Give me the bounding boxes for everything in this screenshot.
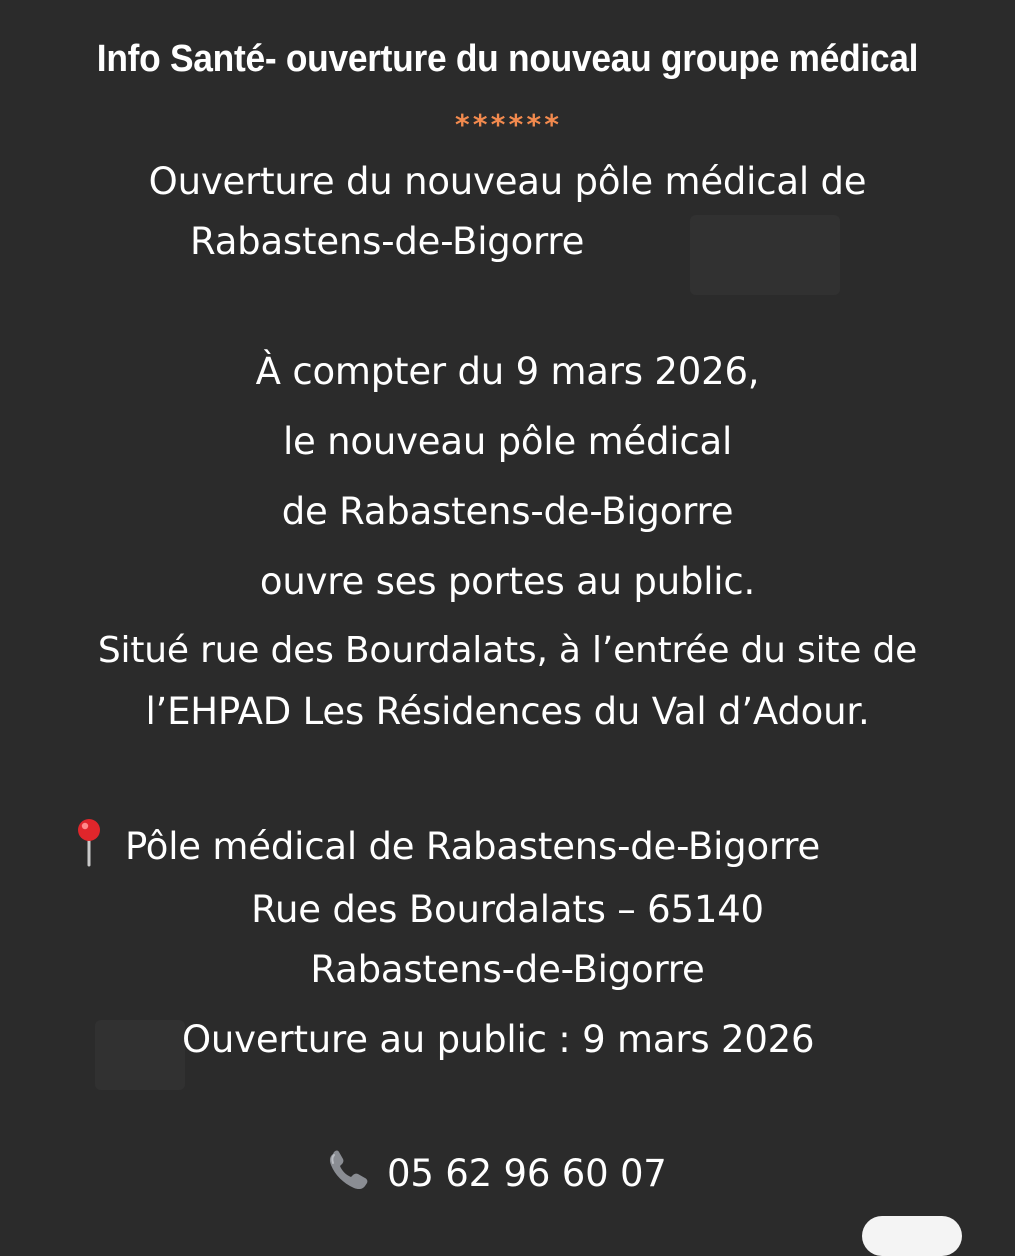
address-opening: Ouverture au public : 9 mars 2026 — [182, 1018, 815, 1061]
announcement-line-2: le nouveau pôle médical — [282, 420, 733, 463]
contact-row — [325, 1148, 925, 1195]
intro-line-2: Rabastens-de-Bigorre — [190, 220, 585, 263]
reaction-bubble[interactable] — [862, 1216, 962, 1256]
telephone-receiver-icon — [325, 1148, 371, 1194]
address-street: Rue des Bourdalats – 65140 — [251, 888, 764, 931]
announcement-line-3: de Rabastens-de-Bigorre — [281, 490, 734, 533]
announcement-line-5: Situé rue des Bourdalats, à l’entrée du site de — [97, 630, 918, 671]
page-title: Info Santé- ouverture du nouveau groupe médical — [96, 38, 919, 80]
background-artifact — [95, 1020, 185, 1090]
round-pushpin-icon — [75, 817, 103, 867]
announcement-line-4: ouvre ses portes au public. — [259, 560, 756, 603]
address-name-row — [75, 817, 995, 868]
intro-line-1: Ouverture du nouveau pôle médical de — [148, 160, 867, 203]
stars-divider: ****** — [453, 108, 562, 141]
announcement-line-6: l’EHPAD Les Résidences du Val d’Adour. — [145, 690, 870, 733]
announcement-line-1: À compter du 9 mars 2026, — [255, 350, 760, 393]
address-name: Pôle médical de Rabastens-de-Bigorre — [125, 825, 821, 868]
contact-phone: 05 62 96 60 07 — [387, 1152, 667, 1195]
address-city: Rabastens-de-Bigorre — [310, 948, 705, 991]
